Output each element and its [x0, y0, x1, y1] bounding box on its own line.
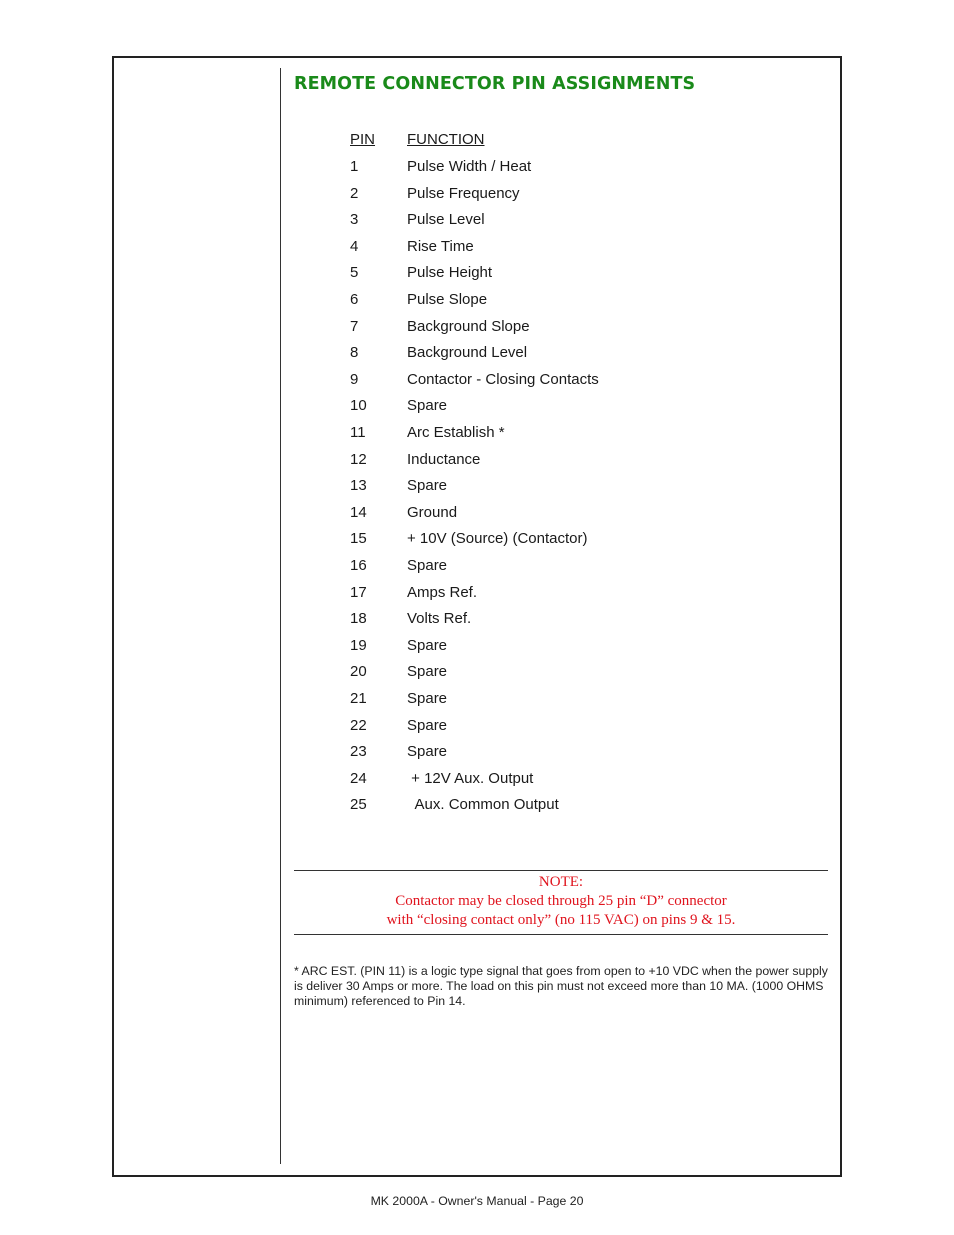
pin-function: Rise Time — [407, 237, 474, 255]
pin-function: Spare — [407, 397, 448, 415]
pin-number: 5 — [350, 264, 359, 282]
pin-function: Spare — [407, 477, 448, 495]
pin-number: 8 — [350, 344, 359, 362]
pin-number: 15 — [350, 530, 367, 548]
pin-number: 17 — [350, 583, 367, 601]
pin-number: 18 — [350, 610, 367, 628]
pin-number: 7 — [350, 317, 359, 335]
pin-number: 22 — [350, 716, 367, 734]
pin-function: Arc Establish * — [407, 424, 505, 441]
pin-number: 9 — [350, 370, 359, 388]
pin-function: Spare — [407, 636, 448, 654]
pin-function: Amps Ref. — [407, 583, 478, 601]
pin-function: Ground — [407, 503, 458, 521]
pin-function: Spare — [407, 663, 448, 681]
note-box — [294, 873, 828, 930]
pin-number: 16 — [350, 557, 367, 574]
pin-function: + 10V (Source) (Contactor) — [407, 530, 588, 548]
pin-function: Background Slope — [407, 317, 530, 335]
note-bottom-rule — [294, 934, 828, 935]
pin-function: Pulse Frequency — [407, 184, 520, 202]
pin-number: 6 — [350, 291, 359, 308]
note-heading: NOTE: — [538, 874, 584, 890]
pin-number: 3 — [350, 211, 359, 229]
pin-number: 10 — [350, 397, 367, 415]
pin-function: Contactor - Closing Contacts — [407, 370, 599, 388]
pin-function: Pulse Width / Heat — [407, 158, 532, 175]
pin-function: Spare — [407, 743, 448, 761]
note-line-2: with “closing contact only” (no 115 VAC) on pins 9 & 15. — [386, 912, 736, 928]
pin-column-header: PIN — [350, 131, 376, 148]
pin-number: 2 — [350, 184, 359, 202]
arc-establish-footnote: * ARC EST. (PIN 11) is a logic type signal that goes from open to +10 VDC when the power supply is deliver 30 Amps or more. The load on this pin must not exceed more than 10 MA. (1000 OHMS minimum) referenced to Pin 14. — [294, 964, 828, 1008]
pin-function: Inductance — [407, 450, 481, 468]
pin-function: Pulse Height — [407, 264, 493, 282]
pin-number: 4 — [350, 237, 359, 255]
pin-number: 11 — [350, 424, 366, 441]
pin-number: 21 — [350, 690, 367, 707]
pin-number: 25 — [350, 796, 367, 814]
function-column-header: FUNCTION — [407, 131, 485, 148]
pin-function: Pulse Level — [407, 211, 485, 229]
pin-function: Spare — [407, 690, 448, 707]
pin-number: 23 — [350, 743, 367, 761]
pin-number: 24 — [350, 769, 367, 787]
note-top-rule — [294, 870, 828, 871]
pin-function: Pulse Slope — [407, 291, 488, 308]
page-title: REMOTE CONNECTOR PIN ASSIGNMENTS — [294, 74, 696, 94]
note-line-1: Contactor may be closed through 25 pin “D” connector — [395, 893, 727, 909]
pin-number: 13 — [350, 477, 367, 495]
pin-number: 14 — [350, 503, 367, 521]
page-footer: MK 2000A - Owner's Manual - Page 20 — [370, 1194, 584, 1208]
pin-function: Aux. Common Output — [407, 796, 559, 814]
pin-function: Background Level — [407, 344, 528, 362]
pin-function: + 12V Aux. Output — [407, 769, 534, 787]
pin-number: 1 — [350, 158, 359, 175]
pin-number: 20 — [350, 663, 367, 681]
pin-function: Spare — [407, 716, 448, 734]
pin-function: Volts Ref. — [407, 610, 472, 628]
pin-function: Spare — [407, 557, 448, 574]
pin-number: 19 — [350, 636, 367, 654]
margin-rule — [280, 68, 281, 1164]
pin-number: 12 — [350, 450, 367, 468]
